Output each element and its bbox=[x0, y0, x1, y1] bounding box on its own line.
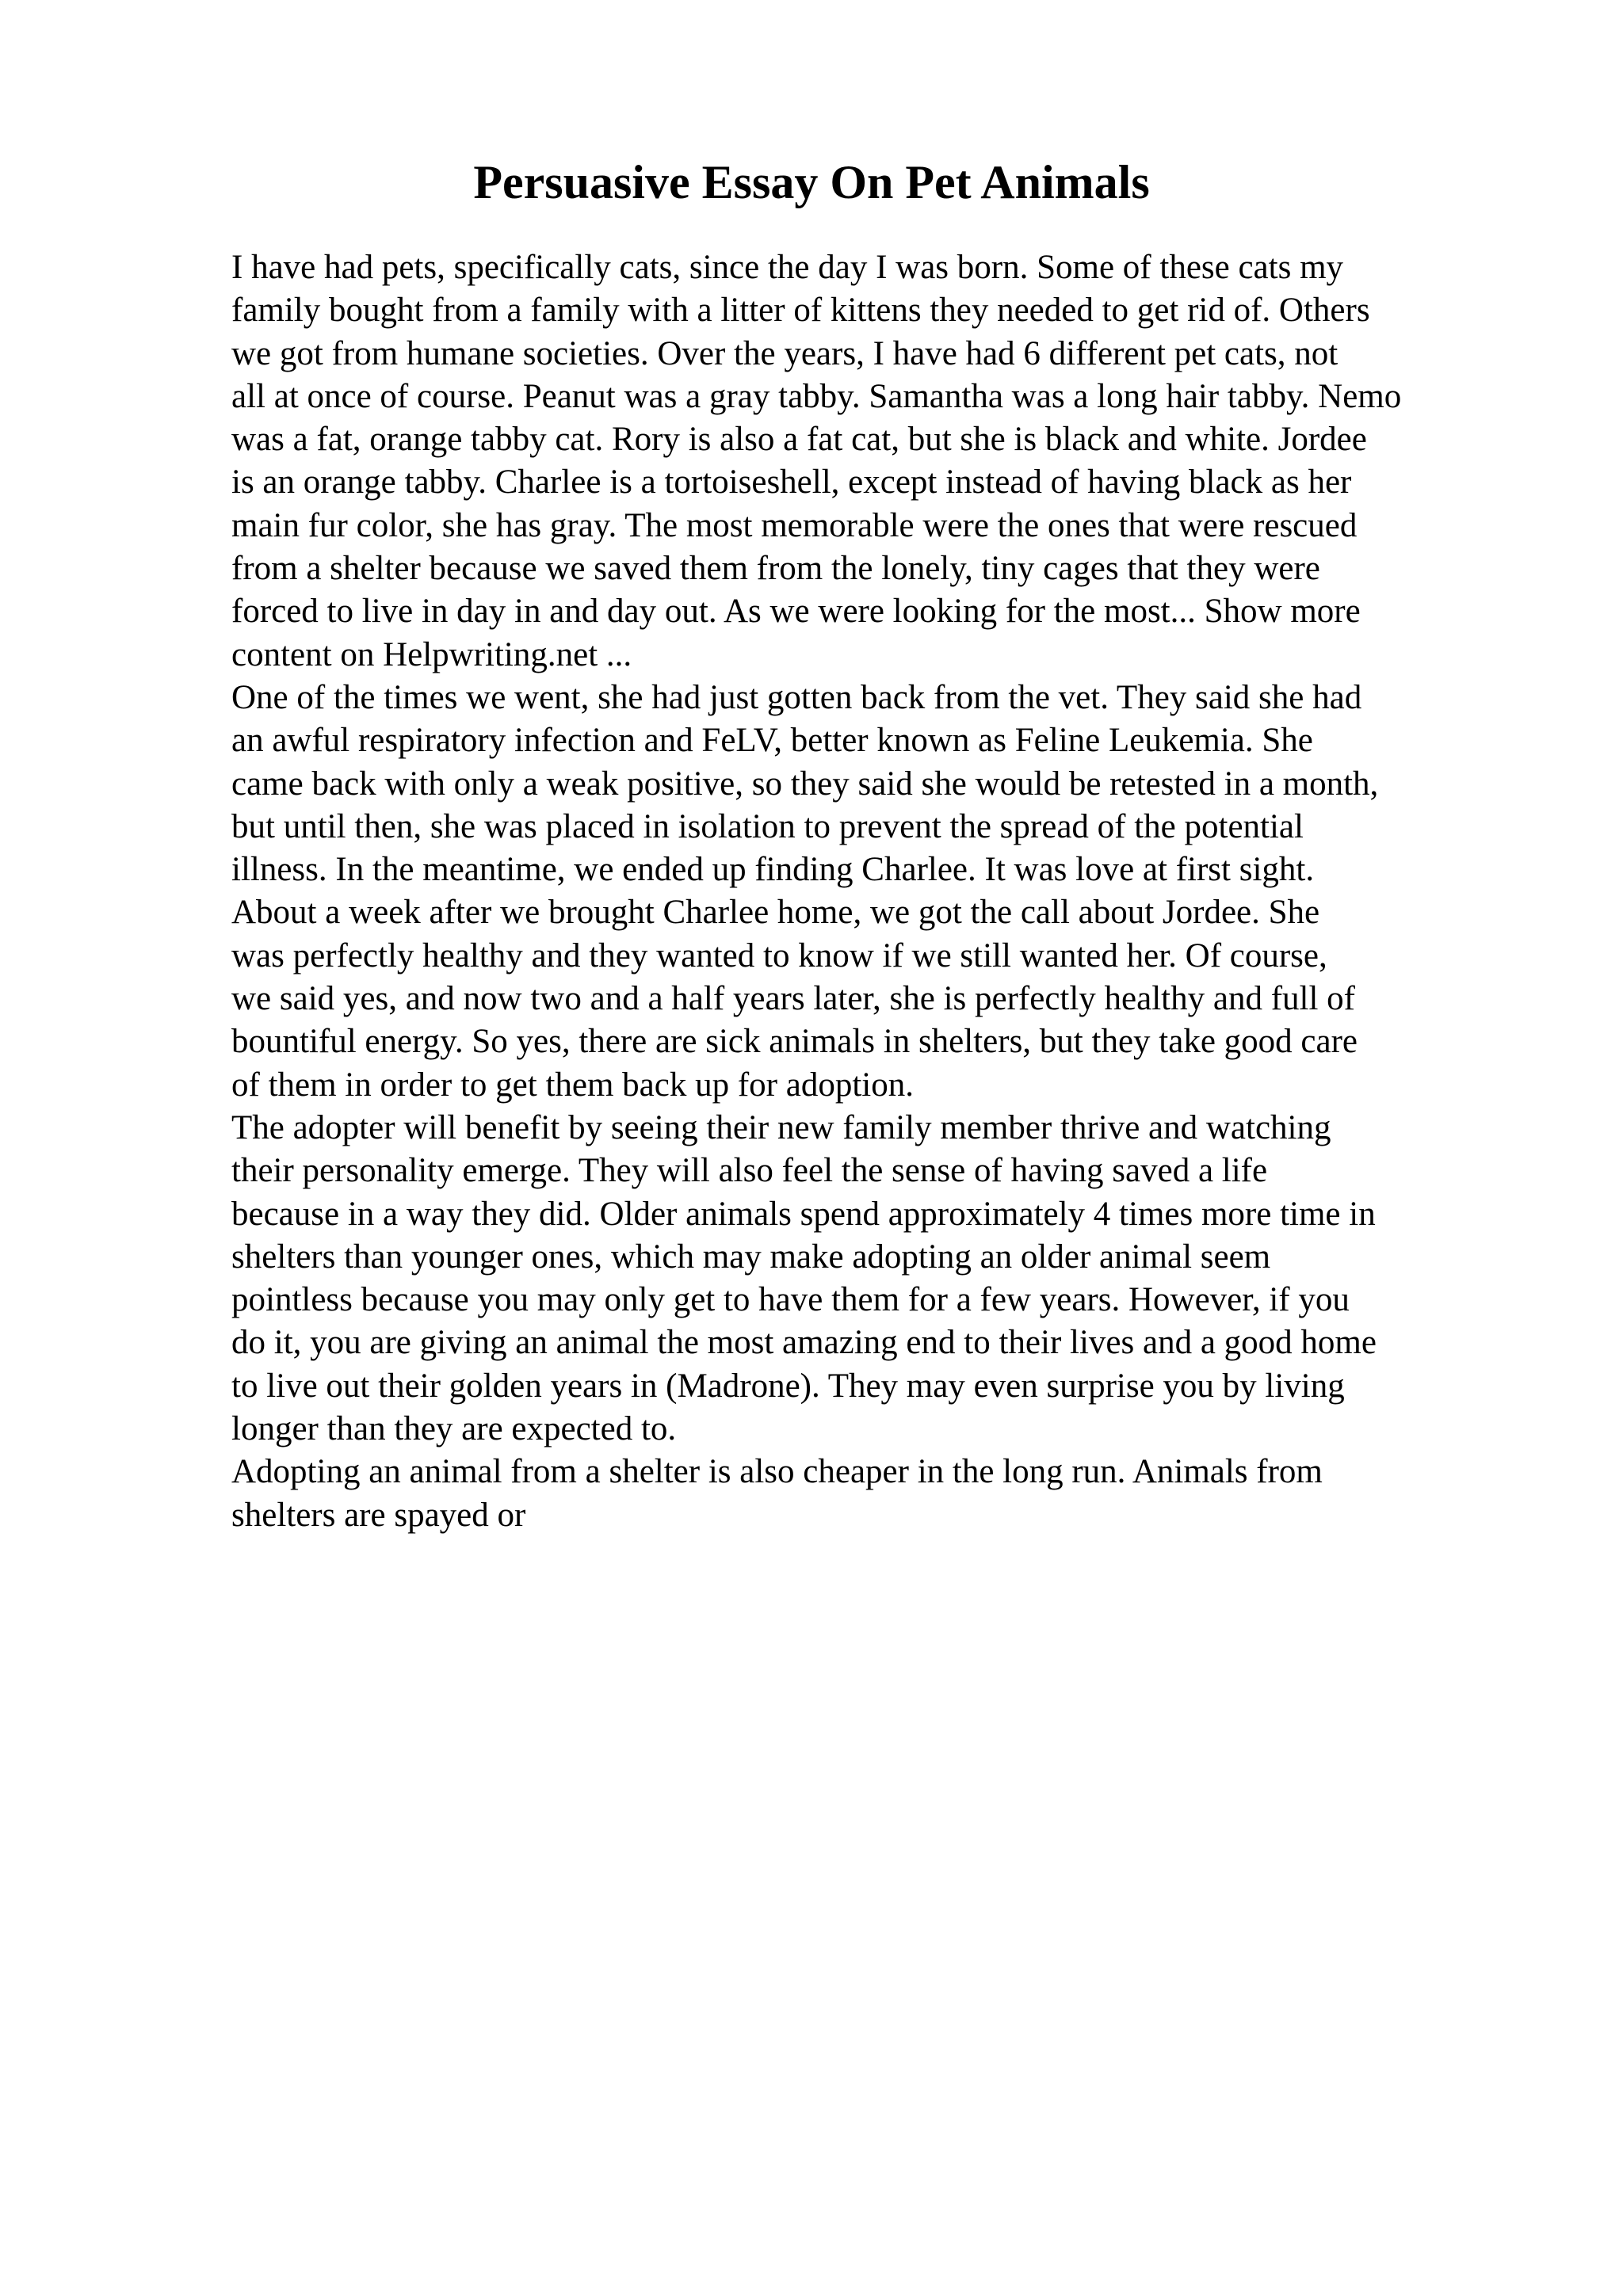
document-title: Persuasive Essay On Pet Animals bbox=[473, 156, 1150, 208]
document-body bbox=[231, 246, 1594, 1537]
body-line: family bought from a family with a litter of kittens they needed to get rid of. Others bbox=[231, 292, 1370, 330]
body-line: forced to live in day in and day out. As we were looking for the most... Show more bbox=[231, 593, 1361, 631]
body-line: do it, you are giving an animal the most amazing end to their lives and a good home bbox=[231, 1324, 1377, 1362]
body-line: came back with only a weak positive, so they said she would be retested in a month, bbox=[231, 765, 1379, 803]
body-line: longer than they are expected to. bbox=[231, 1410, 677, 1448]
body-line: from a shelter because we saved them from the lonely, tiny cages that they were bbox=[231, 550, 1320, 588]
body-line: content on Helpwriting.net ... bbox=[231, 635, 632, 673]
body-line: About a week after we brought Charlee home, we got the call about Jordee. She bbox=[231, 894, 1320, 932]
body-line: their personality emerge. They will also feel the sense of having saved a life bbox=[231, 1152, 1268, 1190]
body-line: illness. In the meantime, we ended up finding Charlee. It was love at first sight. bbox=[231, 851, 1315, 889]
body-line: One of the times we went, she had just gotten back from the vet. They said she had bbox=[231, 678, 1362, 716]
body-line: shelters than younger ones, which may make adopting an older animal seem bbox=[231, 1238, 1271, 1276]
body-line: main fur color, she has gray. The most memorable were the ones that were rescued bbox=[231, 506, 1358, 544]
body-line: of them in order to get them back up for adoption. bbox=[231, 1066, 914, 1104]
body-line: was a fat, orange tabby cat. Rory is also a fat cat, but she is black and white. Jordee bbox=[231, 421, 1367, 459]
body-line: I have had pets, specifically cats, since the day I was born. Some of these cats my bbox=[231, 249, 1344, 286]
body-line: but until then, she was placed in isolation to prevent the spread of the potential bbox=[231, 807, 1304, 845]
body-line: bountiful energy. So yes, there are sick animals in shelters, but they take good care bbox=[231, 1023, 1358, 1061]
body-line: pointless because you may only get to have them for a few years. However, if you bbox=[231, 1281, 1350, 1319]
body-line: all at once of course. Peanut was a gray tabby. Samantha was a long hair tabby. Nemo bbox=[231, 377, 1402, 415]
body-line: Adopting an animal from a shelter is also cheaper in the long run. Animals from bbox=[231, 1453, 1323, 1491]
body-line: an awful respiratory infection and FeLV, better known as Feline Leukemia. She bbox=[231, 722, 1313, 760]
body-line: was perfectly healthy and they wanted to know if we still wanted her. Of course, bbox=[231, 936, 1327, 974]
body-line: shelters are spayed or bbox=[231, 1496, 526, 1534]
body-line: we said yes, and now two and a half years later, she is perfectly healthy and full of bbox=[231, 980, 1355, 1018]
body-line: because in a way they did. Older animals spend approximately 4 times more time in bbox=[231, 1195, 1376, 1233]
body-line: is an orange tabby. Charlee is a tortoiseshell, except instead of having black as her bbox=[231, 463, 1352, 502]
body-line: we got from humane societies. Over the years, I have had 6 different pet cats, not bbox=[231, 334, 1338, 372]
body-line: The adopter will benefit by seeing their new family member thrive and watching bbox=[231, 1108, 1331, 1146]
body-line: to live out their golden years in (Madrone). They may even surprise you by living bbox=[231, 1367, 1345, 1405]
